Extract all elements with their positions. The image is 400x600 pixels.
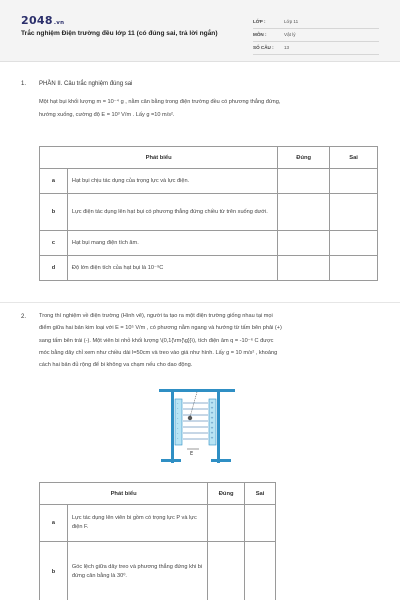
- electric-field-apparatus-figure: [157, 385, 237, 465]
- meta-key: LỚP :: [253, 19, 266, 24]
- false-answer-cell[interactable]: [330, 194, 378, 231]
- column-header-statement: Phát biểu: [40, 483, 208, 505]
- table-row: [40, 169, 378, 194]
- logo-suffix: .vn: [53, 20, 65, 26]
- column-header-false: Sai: [245, 483, 276, 505]
- table-row: [40, 542, 276, 600]
- stem-line: sang tấm bên trái (-). Một viên bi nhỏ khối lượng \(0,1{\rm{\g}}\), tích điện âm q = -10⁻⁶ C được: [39, 337, 274, 344]
- true-answer-cell[interactable]: [278, 231, 330, 256]
- column-header-true: Đúng: [208, 483, 245, 505]
- question-2-stem: [39, 310, 377, 371]
- statement-text: Lực điện tác dụng lên hạt bụi có phương thẳng đứng chiều từ trên xuống dưới.: [67, 194, 277, 231]
- stand-left-base: [161, 459, 181, 462]
- row-label: b: [40, 194, 68, 231]
- statement-text: Lực tác dụng lên viên bi gồm có trọng lực P và lực điện F.: [67, 505, 207, 542]
- table-row: [40, 256, 378, 281]
- field-label: E: [190, 451, 194, 457]
- svg-text:+: +: [210, 421, 214, 425]
- meta-row-count: [253, 43, 379, 55]
- meta-value: Lớp 11: [284, 19, 299, 24]
- question-1-stem: [39, 96, 377, 123]
- table-row: [40, 194, 378, 231]
- thread: [190, 392, 197, 417]
- false-answer-cell[interactable]: [330, 169, 378, 194]
- section-heading: PHẦN II. Câu trắc nghiệm đúng sai: [39, 81, 133, 87]
- meta-value: Vật lý: [284, 32, 296, 37]
- true-false-table-2: [39, 482, 276, 600]
- svg-text:-: -: [177, 426, 179, 430]
- table-row: [40, 505, 276, 542]
- stem-line: móc bằng dây chỉ xem như chiều dài l=50cm và treo vào giá như hình. Lấy g = 10 m/s² , khoảng: [39, 349, 278, 356]
- true-answer-cell[interactable]: [278, 194, 330, 231]
- stem-line: Một hạt bụi khối lượng m = 10⁻⁴ g , nằm cân bằng trong điện trường đều có phương thẳng đứng,: [39, 99, 281, 105]
- row-label: a: [40, 169, 68, 194]
- document-title: Trắc nghiệm Điện trường đều lớp 11 (có đúng sai, trả lời ngắn): [21, 30, 218, 37]
- svg-text:+: +: [210, 406, 214, 410]
- row-label: c: [40, 231, 68, 256]
- true-answer-cell[interactable]: [208, 542, 245, 600]
- svg-text:+: +: [210, 411, 214, 415]
- charged-bead: [188, 416, 192, 420]
- meta-key: MÔN :: [253, 32, 267, 37]
- svg-text:-: -: [177, 431, 179, 435]
- table-row: [40, 231, 378, 256]
- false-answer-cell[interactable]: [245, 542, 276, 600]
- true-answer-cell[interactable]: [208, 505, 245, 542]
- field-lines: [183, 403, 208, 439]
- svg-text:+: +: [210, 416, 214, 420]
- section-divider: [0, 302, 400, 303]
- statement-text: Góc lệch giữa dây treo và phương thẳng đứng khi bi đứng cân bằng là 30⁰.: [67, 542, 207, 600]
- false-answer-cell[interactable]: [330, 256, 378, 281]
- svg-text:+: +: [210, 431, 214, 435]
- svg-text:+: +: [210, 436, 214, 440]
- false-answer-cell[interactable]: [330, 231, 378, 256]
- svg-text:-: -: [177, 406, 179, 410]
- site-logo[interactable]: [21, 14, 64, 27]
- stand-left-post: [171, 392, 174, 463]
- row-label: b: [40, 542, 68, 600]
- question-number: 1.: [21, 81, 27, 87]
- true-false-table-1: [39, 146, 378, 281]
- stand-top-bar: [159, 389, 235, 392]
- plate-signs: [177, 401, 214, 440]
- column-header-false: Sai: [330, 147, 378, 169]
- meta-key: SỐ CÂU :: [253, 45, 274, 50]
- document-header: [0, 0, 400, 62]
- meta-row-class: [253, 17, 379, 29]
- statement-text: Hạt bụi mang điện tích âm.: [67, 231, 277, 256]
- true-answer-cell[interactable]: [278, 256, 330, 281]
- row-label: d: [40, 256, 68, 281]
- meta-value: 13: [284, 45, 290, 50]
- true-answer-cell[interactable]: [278, 169, 330, 194]
- meta-row-subject: [253, 30, 379, 42]
- statement-text: Độ lớn điện tích của hạt bụi là 10⁻⁹C: [67, 256, 277, 281]
- stem-line: điểm giữa hai bản kim loại với E = 10⁵ V/m , có phương nằm ngang và hướng từ tấm bên phải (+): [39, 325, 282, 332]
- column-header-statement: Phát biểu: [40, 147, 278, 169]
- row-label: a: [40, 505, 68, 542]
- svg-text:-: -: [177, 416, 179, 420]
- statement-text: Hạt bụi chịu tác dụng của trọng lực và lực điện.: [67, 169, 277, 194]
- false-answer-cell[interactable]: [245, 505, 276, 542]
- table-header-row: [40, 483, 276, 505]
- question-number: 2.: [21, 314, 27, 320]
- table-header-row: [40, 147, 378, 169]
- svg-text:+: +: [210, 426, 214, 430]
- svg-text:+: +: [210, 401, 214, 405]
- logo-text: 2048: [21, 14, 53, 27]
- svg-text:-: -: [177, 401, 179, 405]
- svg-text:-: -: [177, 436, 179, 440]
- svg-text:-: -: [177, 411, 179, 415]
- svg-text:-: -: [177, 421, 179, 425]
- stem-line: hướng xuống, cường độ E = 10³ V/m . Lấy g =10 m/s².: [39, 112, 175, 119]
- column-header-true: Đúng: [278, 147, 330, 169]
- stem-line: cách hai bản đủ rộng để bi không va chạm nếu cho dao động.: [39, 362, 193, 369]
- stand-right-base: [211, 459, 231, 462]
- stem-line: Trong thí nghiệm về điện trường (Hình vẽ), người ta tạo ra một điện trường giống nhau tại mọi: [39, 313, 273, 319]
- stand-right-post: [217, 392, 220, 463]
